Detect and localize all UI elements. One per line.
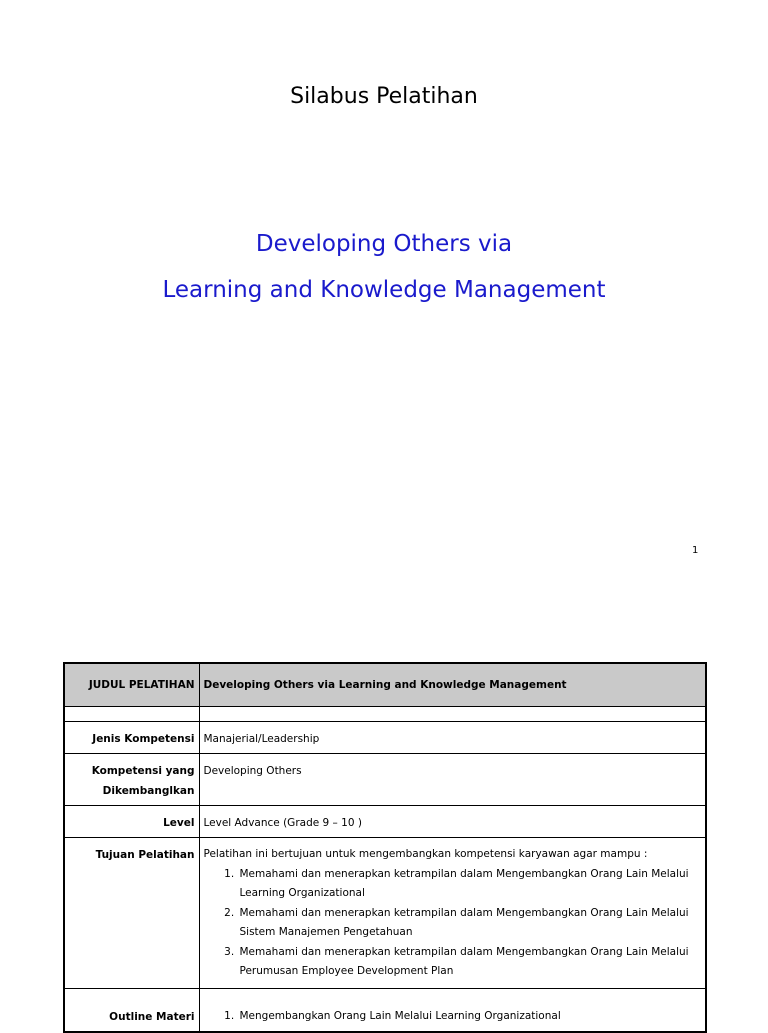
- tujuan-value: [199, 838, 706, 989]
- level-value: Level Advance (Grade 9 – 10 ): [199, 806, 706, 838]
- table-row-tujuan: [64, 838, 706, 989]
- page-number: 1: [692, 545, 699, 556]
- judul-value: Developing Others via Learning and Knowledge Management: [199, 663, 706, 707]
- table-row-judul: [64, 663, 706, 707]
- list-item: 1. Memahami dan menerapkan ketrampilan dalam Mengembangkan Orang Lain Melalui Learning Organizational: [238, 865, 706, 904]
- kompetensi-label-line2: Dikembanglkan: [102, 785, 195, 797]
- tujuan-list: [204, 865, 706, 982]
- tujuan-label: Tujuan Pelatihan: [64, 838, 199, 989]
- list-item: 3. Memahami dan menerapkan ketrampilan dalam Mengembangkan Orang Lain Melalui Perumusan Employee Development Plan: [238, 943, 706, 982]
- document-subtitle-line2: Learning and Knowledge Management: [162, 277, 606, 303]
- table-spacer: [64, 707, 706, 722]
- outline-label: Outline Materi: [64, 989, 199, 1033]
- judul-label: JUDUL PELATIHAN: [64, 663, 199, 707]
- syllabus-table: [63, 662, 707, 1033]
- document-subtitle-line1: Developing Others via: [255, 231, 513, 257]
- table-row-jenis: [64, 722, 706, 754]
- kompetensi-value: Developing Others: [199, 754, 706, 806]
- jenis-value: Manajerial/Leadership: [199, 722, 706, 754]
- outline-value: [199, 989, 706, 1033]
- document-title: Silabus Pelatihan: [290, 84, 478, 109]
- level-label: Level: [64, 806, 199, 838]
- kompetensi-label-line1: Kompetensi yang: [91, 765, 195, 777]
- table-row-outline: [64, 989, 706, 1033]
- table-row-kompetensi: [64, 754, 706, 806]
- table-row-level: [64, 806, 706, 838]
- kompetensi-label: [64, 754, 199, 806]
- list-item: 2. Memahami dan menerapkan ketrampilan dalam Mengembangkan Orang Lain Melalui Sistem Manajemen Pengetahuan: [238, 904, 706, 943]
- jenis-label: Jenis Kompetensi: [64, 722, 199, 754]
- tujuan-intro: Pelatihan ini bertujuan untuk mengembangkan kompetensi karyawan agar mampu :: [203, 848, 648, 860]
- list-item: 1. Mengembangkan Orang Lain Melalui Learning Organizational: [238, 1007, 706, 1027]
